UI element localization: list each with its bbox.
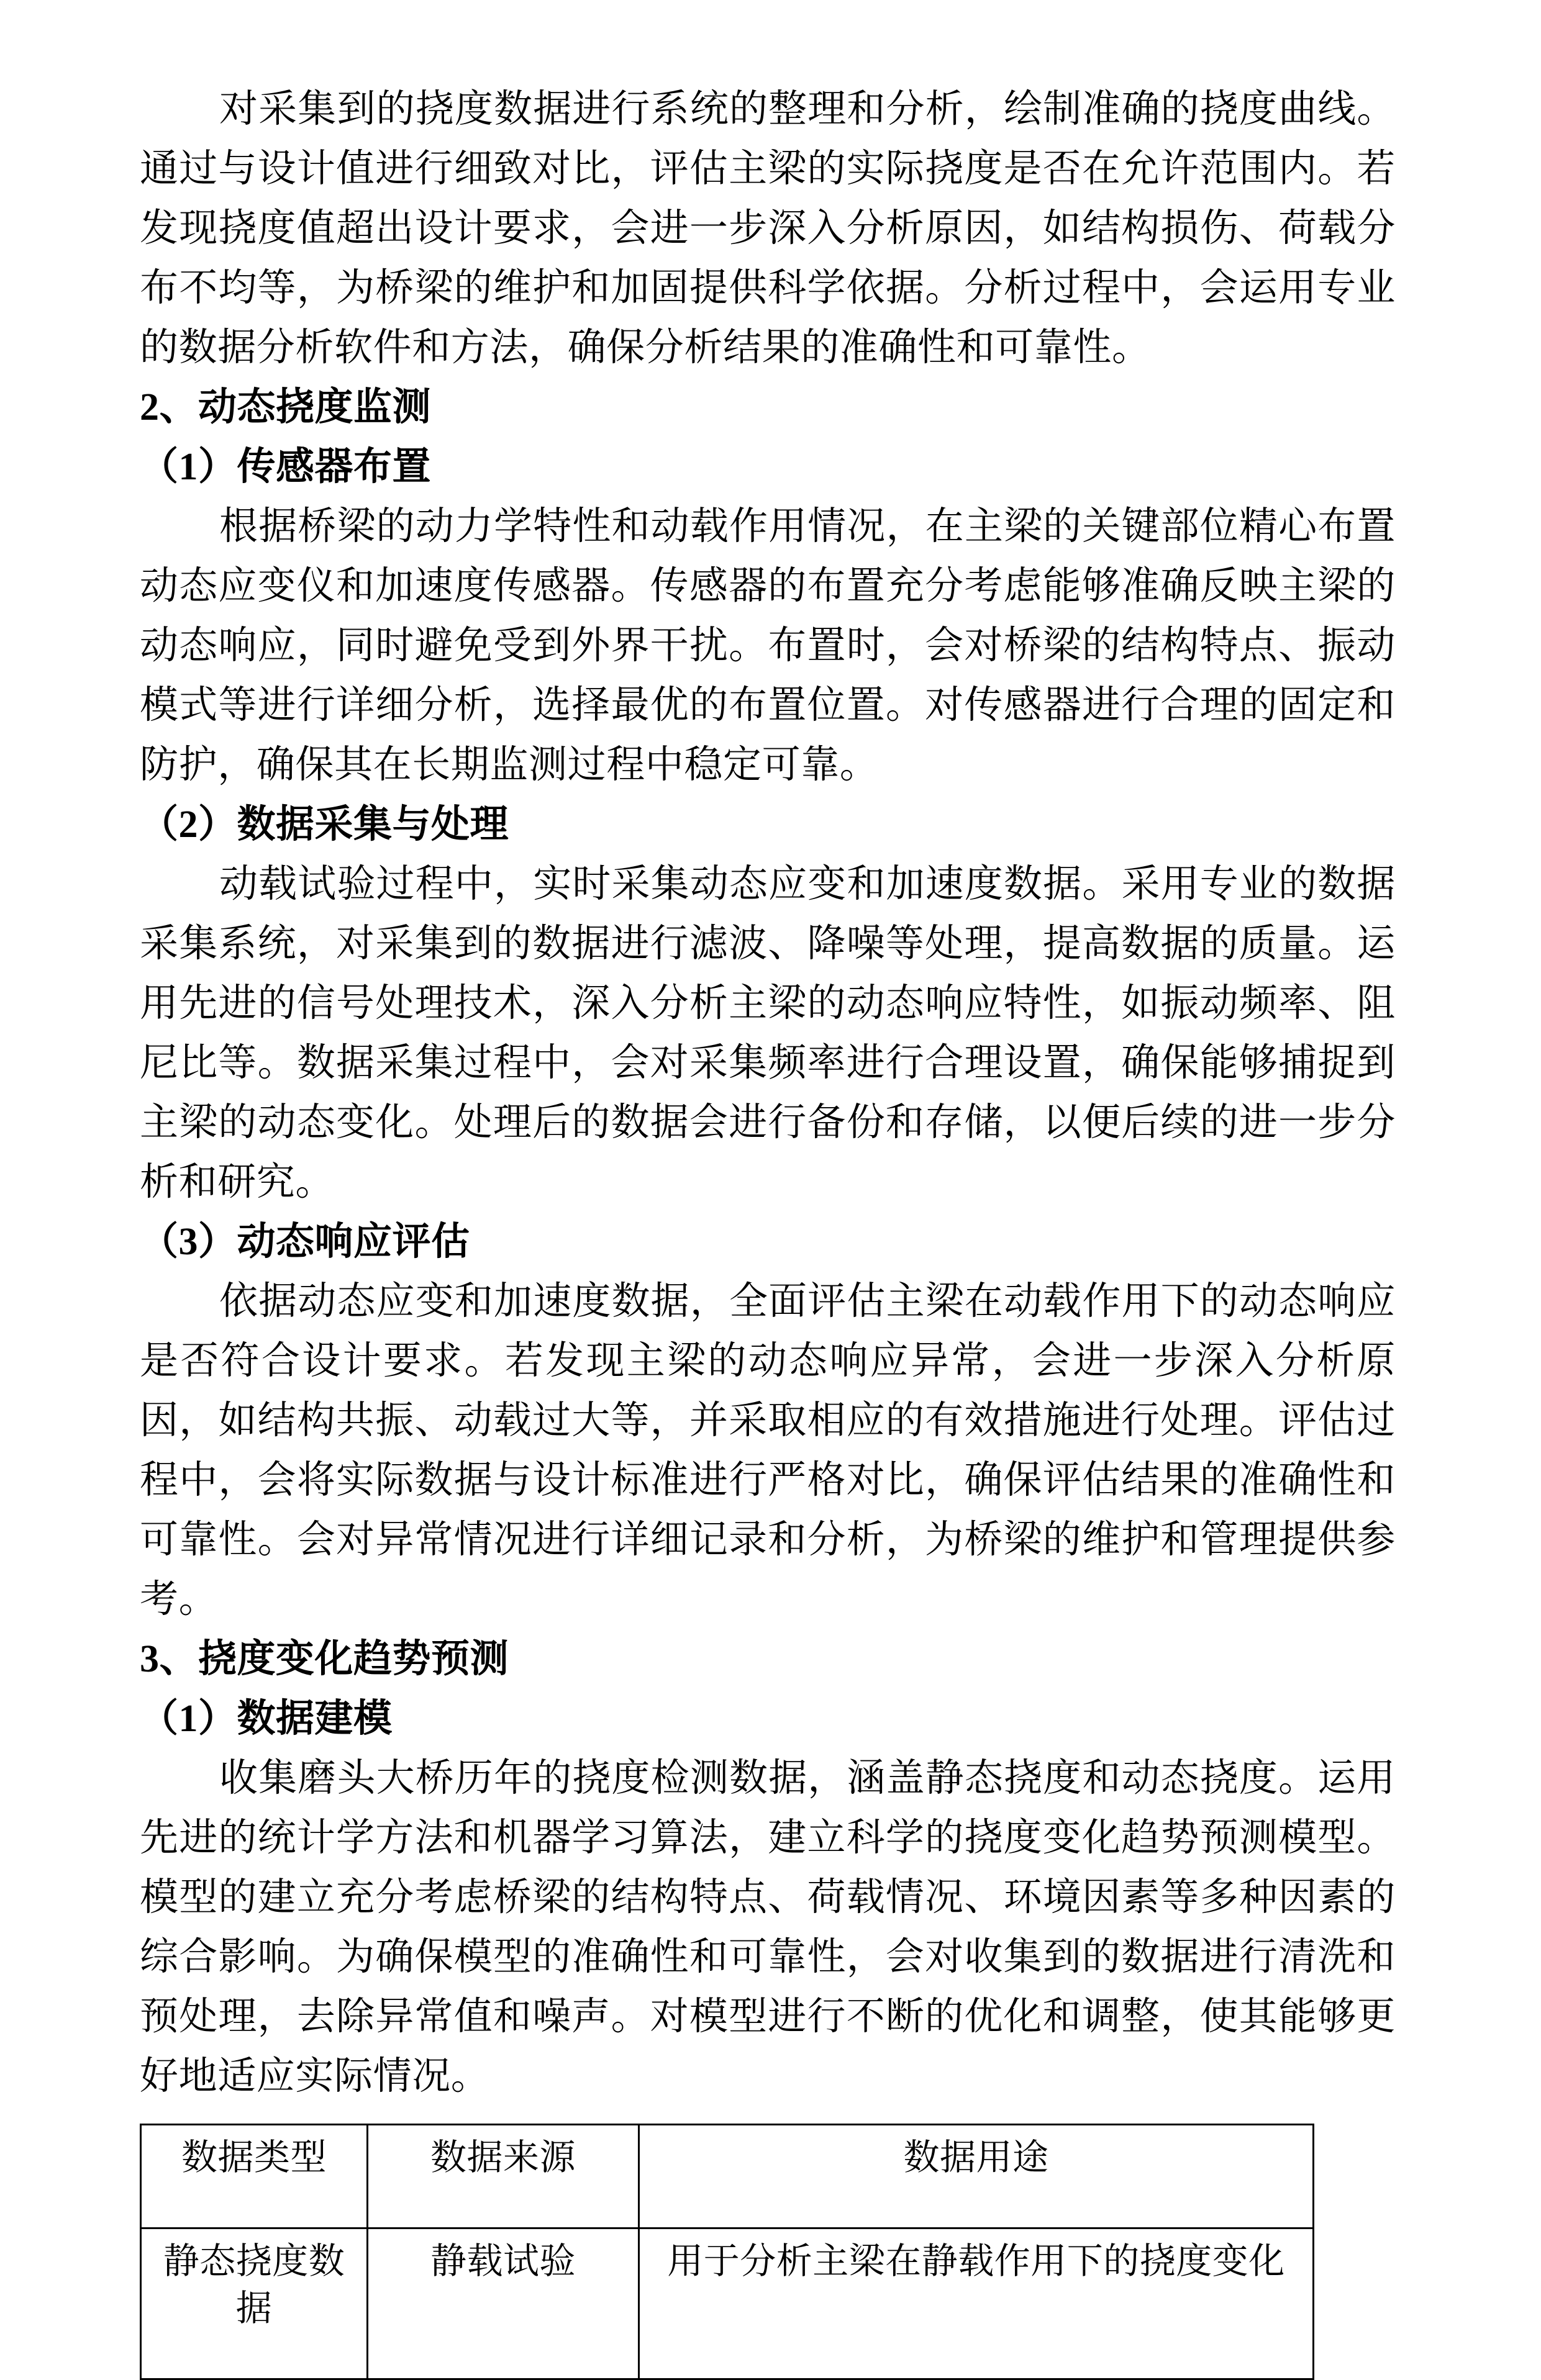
table-cell-data-purpose: 用于分析主梁在静载作用下的挠度变化	[639, 2228, 1314, 2379]
table-cell-data-type: 静态挠度数据	[141, 2228, 368, 2379]
page-content	[140, 79, 1396, 2380]
heading-deflection-trend-prediction: 3、挠度变化趋势预测	[140, 1638, 509, 1680]
paragraph-deflection-data-analysis: 对采集到的挠度数据进行系统的整理和分析，绘制准确的挠度曲线。通过与设计值进行细致对比，评估主梁的实际挠度是否在允许范围内。若发现挠度值超出设计要求，会进一步深入分析原因，如结构损伤、荷载分布不均等，为桥梁的维护和加固提供科学依据。分析过程中，会运用专业的数据分析软件和方法，确保分析结果的准确性和可靠性。	[140, 88, 1396, 369]
table-header-data-purpose: 数据用途	[639, 2125, 1314, 2228]
heading-dynamic-deflection-monitoring: 2、动态挠度监测	[140, 386, 432, 428]
paragraph-data-modeling: 收集磨头大桥历年的挠度检测数据，涵盖静态挠度和动态挠度。运用先进的统计学方法和机器学习算法，建立科学的挠度变化趋势预测模型。模型的建立充分考虑桥梁的结构特点、荷载情况、环境因素等多种因素的综合影响。为确保模型的准确性和可靠性，会对收集到的数据进行清洗和预处理，去除异常值和噪声。对模型进行不断的优化和调整，使其能够更好地适应实际情况。	[140, 1757, 1396, 2097]
data-table-container	[140, 2124, 1396, 2380]
table-row	[141, 2228, 1314, 2379]
heading-data-acquisition-processing: （2）数据采集与处理	[140, 803, 509, 846]
paragraph-data-acquisition-processing: 动载试验过程中，实时采集动态应变和加速度数据。采用专业的数据采集系统，对采集到的数据进行滤波、降噪等处理，提高数据的质量。运用先进的信号处理技术，深入分析主梁的动态响应特性，如振动频率、阻尼比等。数据采集过程中，会对采集频率进行合理设置，确保能够捕捉到主梁的动态变化。处理后的数据会进行备份和存储，以便后续的进一步分析和研究。	[140, 863, 1396, 1203]
heading-sensor-layout: （1）传感器布置	[140, 446, 432, 488]
paragraph-dynamic-response-evaluation: 依据动态应变和加速度数据，全面评估主梁在动载作用下的动态响应是否符合设计要求。若发现主梁的动态响应异常，会进一步深入分析原因，如结构共振、动载过大等，并采取相应的有效措施进行处理。评估过程中，会将实际数据与设计标准进行严格对比，确保评估结果的准确性和可靠性。会对异常情况进行详细记录和分析，为桥梁的维护和管理提供参考。	[140, 1280, 1396, 1621]
table-cell-data-source: 静载试验	[368, 2228, 639, 2379]
table-header-data-source: 数据来源	[368, 2125, 639, 2228]
table-header-row	[141, 2125, 1314, 2228]
table-header-data-type: 数据类型	[141, 2125, 368, 2228]
paragraph-sensor-layout: 根据桥梁的动力学特性和动载作用情况，在主梁的关键部位精心布置动态应变仪和加速度传感器。传感器的布置充分考虑能够准确反映主梁的动态响应，同时避免受到外界干扰。布置时，会对桥梁的结构特点、振动模式等进行详细分析，选择最优的布置位置。对传感器进行合理的固定和防护，确保其在长期监测过程中稳定可靠。	[140, 505, 1396, 786]
data-source-table	[140, 2124, 1314, 2380]
heading-dynamic-response-evaluation: （3）动态响应评估	[140, 1221, 470, 1263]
heading-data-modeling: （1）数据建模	[140, 1698, 393, 1740]
